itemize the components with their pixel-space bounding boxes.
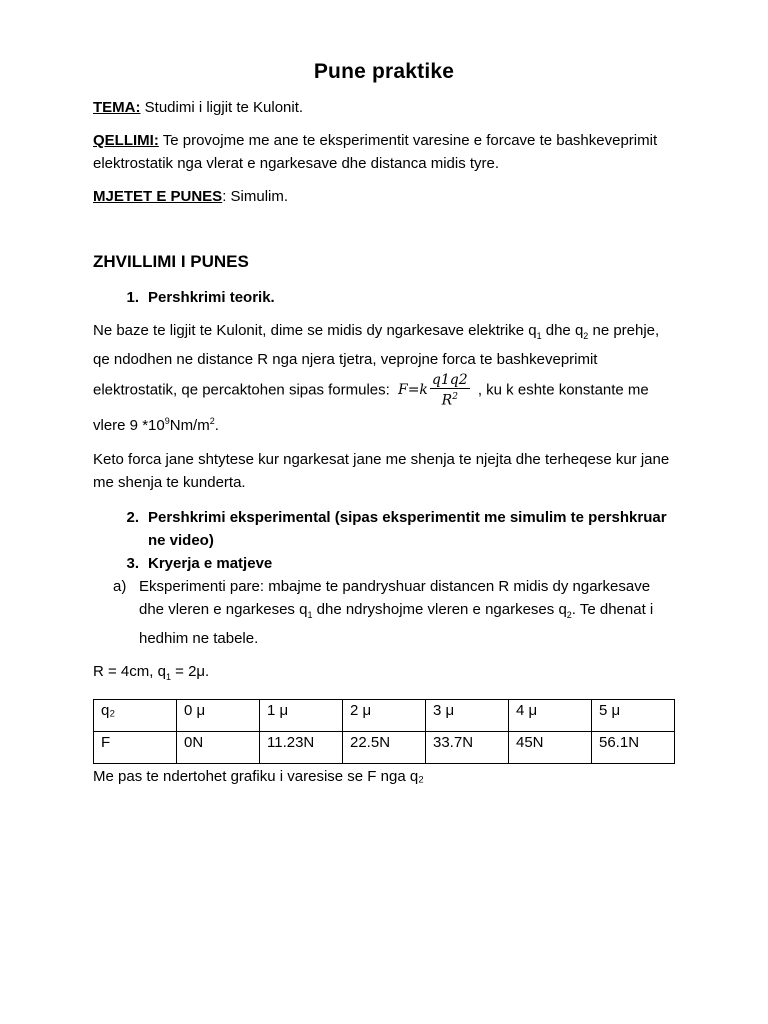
table-cell: 45N xyxy=(509,731,592,763)
qellimi-paragraph xyxy=(93,129,675,175)
qellimi-text: Te provojme me ane te eksperimentit varesine e forcave te bashkeveprimit elektrostatik nga vlerat e ngarkesave dhe distanca midis tyre. xyxy=(93,132,658,172)
list-number: 1. xyxy=(126,289,139,306)
subscript: 1 xyxy=(307,609,313,620)
theory-text: dhe q xyxy=(541,322,584,339)
measurements-table xyxy=(93,699,675,764)
document-title: Pune praktike xyxy=(313,60,455,83)
item-text: . Te dhenat i hedhim ne tabele. xyxy=(139,600,654,647)
formula-den-text: R xyxy=(441,392,453,409)
mjetet-label: MJETET E PUNES xyxy=(93,188,223,205)
list-text: Pershkrimi eksperimental (sipas eksperimentit me simulim te pershkruar ne video) xyxy=(148,508,667,549)
list-text: Kryerja e matjeve xyxy=(148,554,273,572)
table-cell: 5 μ xyxy=(592,699,675,731)
superscript: 2 xyxy=(209,415,215,426)
table-cell: q₂ xyxy=(94,699,177,731)
coulomb-formula xyxy=(398,372,470,409)
theory-text: . xyxy=(214,416,219,434)
list-number: 3. xyxy=(126,554,139,572)
subscript: 1 xyxy=(165,671,171,682)
theory-paragraph-2: Keto forca jane shtytese kur ngarkesat jane me shenja te njejta dhe terheqese kur jane me shenja te kunderta. xyxy=(93,450,670,491)
document-page xyxy=(93,60,675,788)
item-text: Eksperimenti pare: mbajme te pandryshuar distancen R midis dy ngarkesave dhe vleren e ngarkeses q xyxy=(139,577,651,618)
theory-text: Nm/m xyxy=(169,416,210,434)
table-cell: 2 μ xyxy=(343,699,426,731)
item-text: dhe ndryshojme vleren e ngarkeses q xyxy=(312,600,567,618)
conditions-text: R = 4cm, q xyxy=(93,662,166,680)
section-heading: ZHVILLIMI I PUNES xyxy=(93,252,249,271)
table-cell: 56.1N xyxy=(592,731,675,763)
mjetet-text: : Simulim. xyxy=(222,188,289,205)
table-cell: 3 μ xyxy=(426,699,509,731)
table-cell: 0N xyxy=(177,731,260,763)
list-item-a xyxy=(93,575,675,650)
table-cell: 22.5N xyxy=(343,731,426,763)
subscript: 2 xyxy=(566,609,572,620)
table-row xyxy=(94,731,675,763)
subscript: 2 xyxy=(583,331,589,341)
theory-paragraph xyxy=(93,319,675,438)
table-cell: F xyxy=(94,731,177,763)
table-cell: 4 μ xyxy=(509,699,592,731)
tema-label: TEMA: xyxy=(93,99,141,116)
list-text: Pershkrimi teorik. xyxy=(148,289,275,306)
list-item-1 xyxy=(93,286,675,309)
table-cell: 11.23N xyxy=(260,731,343,763)
list-item-3 xyxy=(93,552,675,575)
theory-text: , ku k eshte konstante me vlere 9 *10 xyxy=(93,381,649,434)
conditions-text: = 2μ. xyxy=(170,662,210,680)
list-number: 2. xyxy=(126,508,139,526)
table-cell: 0 μ xyxy=(177,699,260,731)
subscript: 1 xyxy=(536,331,542,341)
list-text xyxy=(139,575,675,650)
qellimi-label: QELLIMI: xyxy=(93,132,159,149)
conditions-line xyxy=(93,660,675,689)
theory-text: ne prehje, qe ndodhen ne distance R nga njera tjetra, veprojne forca te bashkeveprimit elektrostatik, qe percaktohen sipas formules: xyxy=(93,322,660,399)
tema-text: Studimi i ligjit te Kulonit. xyxy=(140,99,304,116)
formula-numerator: q1q2 xyxy=(431,372,468,388)
superscript: 2 xyxy=(452,392,458,402)
list-item-2 xyxy=(93,506,675,552)
table-row xyxy=(94,699,675,731)
superscript: 9 xyxy=(164,415,170,426)
formula-fraction xyxy=(430,372,470,409)
table-cell: 1 μ xyxy=(260,699,343,731)
theory-text: Ne baze te ligjit te Kulonit, dime se midis dy ngarkesave elektrike q xyxy=(93,322,537,339)
graph-instruction: Me pas te ndertohet grafiku i varesise se F nga q₂ xyxy=(93,767,424,785)
mjetet-line xyxy=(93,185,675,208)
tema-line xyxy=(93,96,675,119)
list-letter: a) xyxy=(113,577,127,595)
formula-denominator xyxy=(442,389,458,409)
formula-lhs: F=k xyxy=(397,382,428,399)
table-cell: 33.7N xyxy=(426,731,509,763)
